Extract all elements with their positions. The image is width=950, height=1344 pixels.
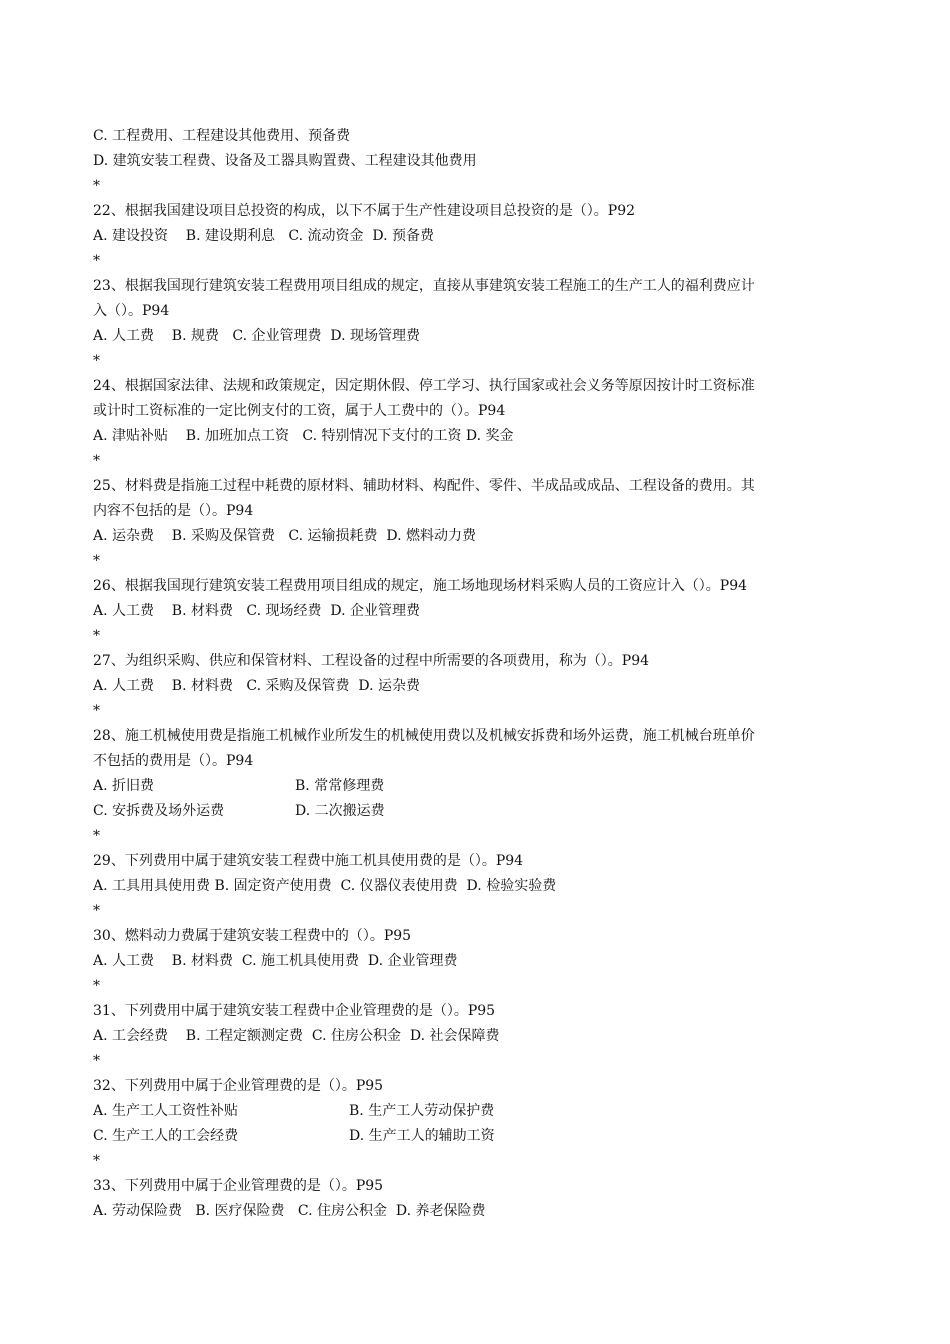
option-line: A. 人工费 B. 材料费 C. 现场经费 D. 企业管理费 [93,603,420,619]
question-stem: 22、根据我国建设项目总投资的构成，以下不属于生产性建设项目总投资的是（）。P92 [93,203,636,219]
option-line: A. 建设投资 B. 建设期利息 C. 流动资金 D. 预备费 [93,228,434,244]
question-stem: 内容不包括的是（）。P94 [93,503,254,519]
option-line: A. 运杂费 B. 采购及保管费 C. 运输损耗费 D. 燃料动力费 [93,528,476,544]
question-block [93,274,863,374]
question-block [93,999,863,1074]
option-text: A. 折旧费 [93,778,155,794]
option-text: B. 生产工人劳动保护费 [349,1103,495,1119]
question-stem: 26、根据我国现行建筑安装工程费用项目组成的规定，施工场地现场材料采购人员的工资应计入（）。P94 [93,578,748,594]
question-block [93,924,863,999]
question-block [93,374,863,474]
option-text: B. 常常修理费 [295,778,385,794]
questions [93,199,863,1224]
question-stem: 24、根据国家法律、法规和政策规定，因定期休假、停工学习、执行国家或社会义务等原因按计时工资标准 [93,378,755,394]
separator: * [93,553,100,569]
option-text: D. 二次搬运费 [295,803,385,819]
separator: * [93,253,100,269]
question-stem: 31、下列费用中属于建筑安装工程费中企业管理费的是（）。P95 [93,1003,496,1019]
separator: * [93,1153,100,1169]
question-block [93,649,863,724]
question-block [93,724,863,849]
separator: * [93,828,100,844]
separator: * [93,703,100,719]
option-line: D. 建筑安装工程费、设备及工器具购置费、工程建设其他费用 [93,153,477,169]
option-line: A. 劳动保险费 B. 医疗保险费 C. 住房公积金 D. 养老保险费 [93,1203,486,1219]
question-block [93,849,863,924]
option-line: C. 工程费用、工程建设其他费用、预备费 [93,128,351,144]
option-row [93,774,863,799]
question-list [93,124,863,1224]
option-row [93,1124,863,1149]
question-stem: 25、材料费是指施工过程中耗费的原材料、辅助材料、构配件、零件、半成品或成品、工程设备的费用。其 [93,478,755,494]
question-stem: 33、下列费用中属于企业管理费的是（）。P95 [93,1178,384,1194]
separator: * [93,453,100,469]
option-text: D. 生产工人的辅助工资 [349,1128,495,1144]
option-line: A. 工会经费 B. 工程定额测定费 C. 住房公积金 D. 社会保障费 [93,1028,500,1044]
option-text: C. 生产工人的工会经费 [93,1128,239,1144]
separator: * [93,178,100,194]
question-block [93,1174,863,1224]
question-stem: 30、燃料动力费属于建筑安装工程费中的（）。P95 [93,928,412,944]
option-line: A. 工具用具使用费 B. 固定资产使用费 C. 仪器仪表使用费 D. 检验实验费 [93,878,557,894]
question-stem: 或计时工资标准的一定比例支付的工资，属于人工费中的（）。P94 [93,403,506,419]
option-line: A. 人工费 B. 材料费 C. 施工机具使用费 D. 企业管理费 [93,953,458,969]
separator: * [93,903,100,919]
question-stem: 28、施工机械使用费是指施工机械作业所发生的机械使用费以及机械安拆费和场外运费，施工机械台班单价 [93,728,755,744]
separator: * [93,978,100,994]
option-row [93,1099,863,1124]
question-block [93,1074,863,1174]
option-line: A. 津贴补贴 B. 加班加点工资 C. 特别情况下支付的工资 D. 奖金 [93,428,514,444]
question-stem: 23、根据我国现行建筑安装工程费用项目组成的规定，直接从事建筑安装工程施工的生产工人的福利费应计 [93,278,755,294]
separator: * [93,628,100,644]
separator: * [93,353,100,369]
question-block [93,199,863,274]
question-stem: 不包括的费用是（）。P94 [93,753,254,769]
question-stem: 32、下列费用中属于企业管理费的是（）。P95 [93,1078,384,1094]
option-line: A. 人工费 B. 材料费 C. 采购及保管费 D. 运杂费 [93,678,420,694]
question-block [93,474,863,574]
question-block [93,574,863,649]
question-stem: 27、为组织采购、供应和保管材料、工程设备的过程中所需要的各项费用，称为（）。P94 [93,653,650,669]
option-text: A. 生产工人工资性补贴 [93,1103,239,1119]
option-text: C. 安拆费及场外运费 [93,803,225,819]
question-stem: 29、下列费用中属于建筑安装工程费中施工机具使用费的是（）。P94 [93,853,524,869]
separator: * [93,1053,100,1069]
question-stem: 入（）。P94 [93,303,170,319]
option-line: A. 人工费 B. 规费 C. 企业管理费 D. 现场管理费 [93,328,420,344]
option-row [93,799,863,824]
